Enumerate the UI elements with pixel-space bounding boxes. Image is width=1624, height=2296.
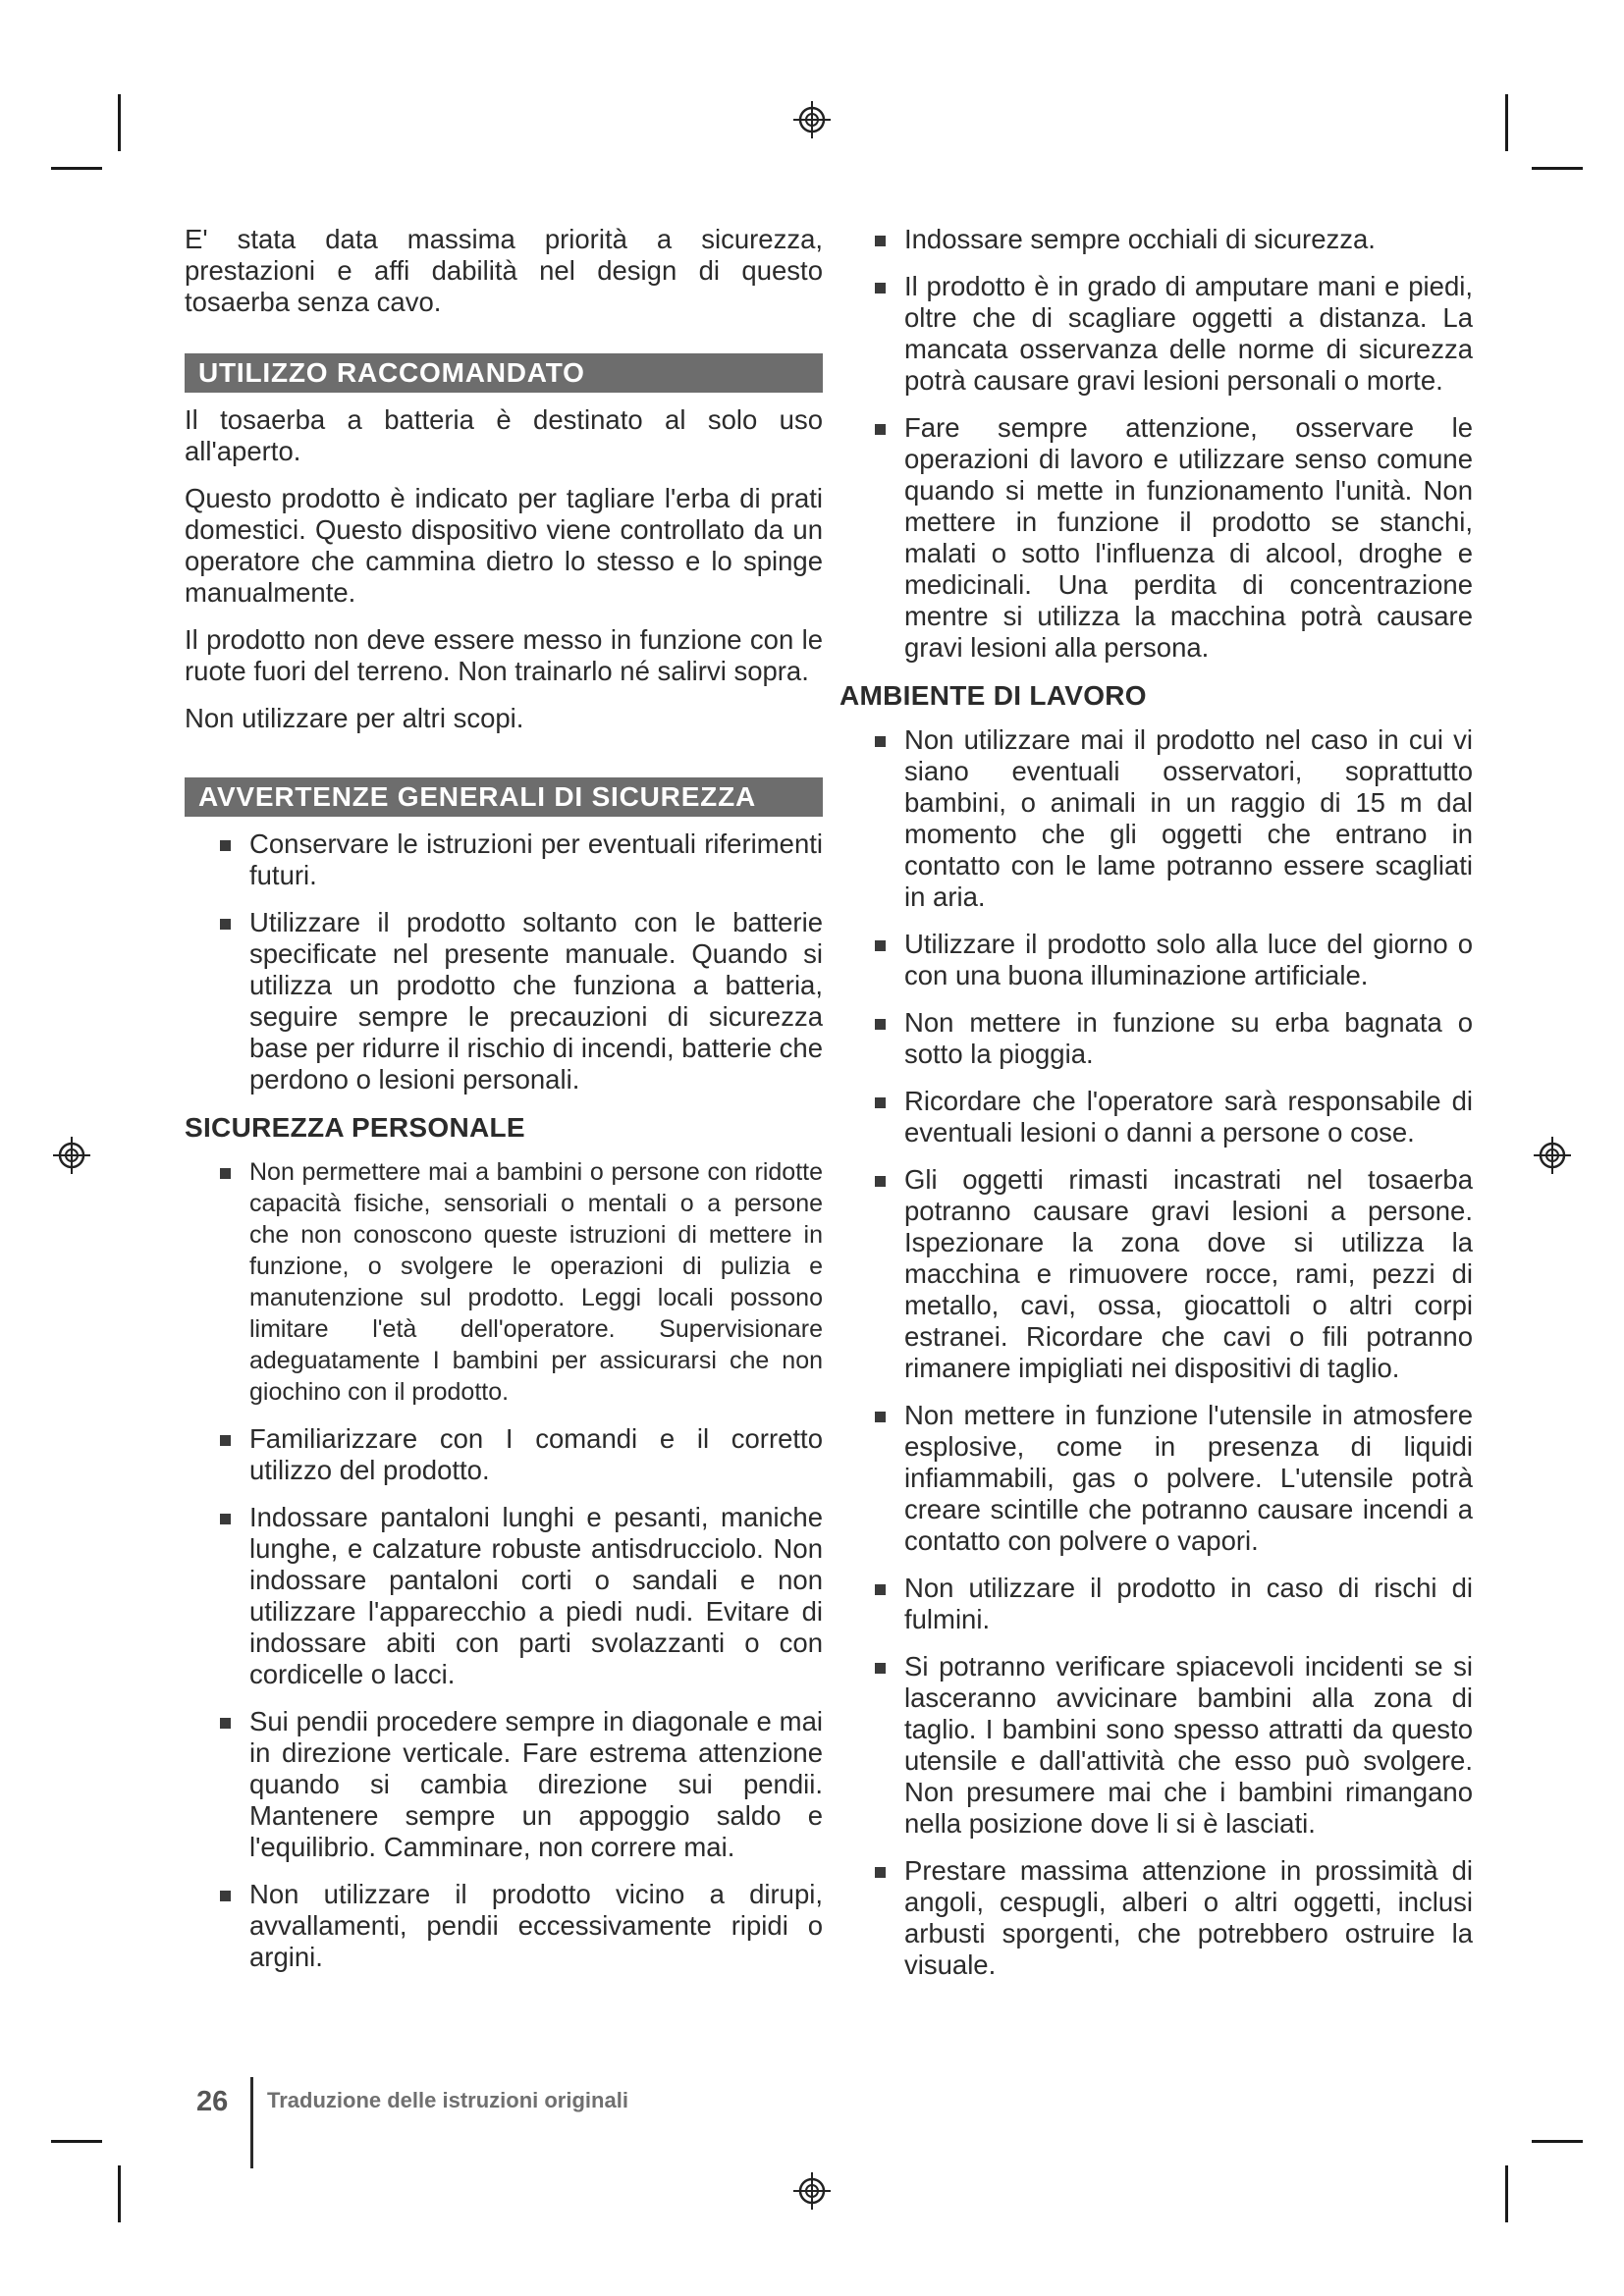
paragraph: Il prodotto non deve essere messo in funzione con le ruote fuori del terreno. Non trainarlo né salirvi sopra. <box>185 624 823 686</box>
list-item: Utilizzare il prodotto solo alla luce del giorno o con una buona illuminazione artificiale. <box>869 929 1473 991</box>
footer-text: Traduzione delle istruzioni originali <box>267 2088 628 2112</box>
square-bullet-icon <box>875 236 886 246</box>
list-item: Fare sempre attenzione, osservare le operazioni di lavoro e utilizzare senso comune quando si mette in funzionamento l'unità. Non mettere in funzione il prodotto se stanchi, malati o sotto l'influenza di alcool, droghe e medicinali. Una perdita di concentrazione mentre si utilizza la macchina potrà causare gravi lesioni alla persona. <box>869 412 1473 664</box>
work-area-list <box>869 724 1473 1981</box>
crop-mark <box>1505 2165 1508 2222</box>
square-bullet-icon <box>220 1891 231 1901</box>
registration-mark-icon <box>51 1135 92 1176</box>
list-item: Non utilizzare mai il prodotto nel caso in cui vi siano eventuali osservatori, soprattutto bambini, o animali in un raggio di 15 m dal momento che gli oggetti che entrano in contatto con le lame potranno essere scagliati in aria. <box>869 724 1473 913</box>
paragraph: Questo prodotto è indicato per tagliare l'erba di prati domestici. Questo dispositivo viene controllato da un operatore che cammina dietro lo stesso e lo spinge manualmente. <box>185 483 823 608</box>
square-bullet-icon <box>875 1663 886 1674</box>
right-column <box>839 224 1473 1997</box>
personal-safety-list <box>214 1156 823 1973</box>
crop-mark <box>51 2140 102 2143</box>
registration-mark-icon <box>1532 1135 1573 1176</box>
list-item: Conservare le istruzioni per eventuali riferimenti futuri. <box>214 828 823 891</box>
crop-mark <box>118 94 121 151</box>
crop-mark <box>118 2165 121 2222</box>
square-bullet-icon <box>220 1435 231 1446</box>
crop-mark <box>1532 167 1583 170</box>
square-bullet-icon <box>220 1514 231 1524</box>
list-item: Non mettere in funzione l'utensile in atmosfere esplosive, come in presenza di liquidi infiammabili, gas o polvere. L'utensile potrà creare scintille che potranno causare incendi a contatto con polvere o vapori. <box>869 1400 1473 1557</box>
list-item: Si potranno verificare spiacevoli incidenti se si lasceranno avvicinare bambini alla zona di taglio. I bambini sono spesso attratti da questo utensile e dall'attività che esso può svolgere. Non presumere mai che i bambini rimangano nella posizione dove li si è lasciati. <box>869 1651 1473 1840</box>
section-heading-personal-safety: SICUREZZA PERSONALE <box>185 1112 525 1143</box>
list-item: Gli oggetti rimasti incastrati nel tosaerba potranno causare gravi lesioni a persone. Ispezionare la zona dove si utilizza la macchina e rimuovere rocce, rami, pezzi di metallo, cavi, ossa, giocattoli o altri corpi estranei. Ricordare che cavi o fili potranno rimanere impigliati nei dispositivi di taglio. <box>869 1164 1473 1384</box>
list-item: Non permettere mai a bambini o persone con ridotte capacità fisiche, sensoriali o mentali o a persone che non conoscono queste istruzioni di mettere in funzione, o svolgere le operazioni di pulizia e manutenzione sul prodotto. Leggi locali possono limitare l'età dell'operatore. Supervisionare adeguatamente I bambini per assicurarsi che non giochino con il prodotto. <box>214 1156 823 1408</box>
crop-mark <box>1505 94 1508 151</box>
list-item: Ricordare che l'operatore sarà responsabile di eventuali lesioni o danni a persone o cose. <box>869 1086 1473 1148</box>
square-bullet-icon <box>875 736 886 747</box>
section-heading-work-area: AMBIENTE DI LAVORO <box>839 680 1147 711</box>
list-item: Prestare massima attenzione in prossimità di angoli, cespugli, alberi o altri oggetti, inclusi arbusti sporgenti, che potrebbero ostruire la visuale. <box>869 1855 1473 1981</box>
square-bullet-icon <box>220 919 231 930</box>
footer-divider <box>250 2077 253 2168</box>
square-bullet-icon <box>220 840 231 851</box>
list-item: Non mettere in funzione su erba bagnata o sotto la pioggia. <box>869 1007 1473 1070</box>
list-item: Utilizzare il prodotto soltanto con le batterie specificate nel presente manuale. Quando si utilizza un prodotto che funziona a batteria, seguire sempre le precauzioni di sicurezza base per ridurre il rischio di incendi, batterie che perdono o lesioni personali. <box>214 907 823 1095</box>
square-bullet-icon <box>875 1867 886 1878</box>
list-item: Indossare sempre occhiali di sicurezza. <box>869 224 1473 255</box>
square-bullet-icon <box>875 940 886 951</box>
square-bullet-icon <box>875 1176 886 1187</box>
crop-mark <box>1532 2140 1583 2143</box>
list-item: Sui pendii procedere sempre in diagonale e mai in direzione verticale. Fare estrema attenzione quando si cambia direzione sui pendii. Mantenere sempre un appoggio saldo e l'equilibrio. Camminare, non correre mai. <box>214 1706 823 1863</box>
paragraph: Il tosaerba a batteria è destinato al solo uso all'aperto. <box>185 404 823 466</box>
list-item: Familiarizzare con I comandi e il corretto utilizzo del prodotto. <box>214 1423 823 1486</box>
left-column <box>185 224 823 1989</box>
square-bullet-icon <box>875 1412 886 1422</box>
list-item: Non utilizzare il prodotto vicino a dirupi, avvallamenti, pendii eccessivamente ripidi o argini. <box>214 1879 823 1973</box>
square-bullet-icon <box>220 1168 231 1179</box>
registration-mark-icon <box>791 2170 833 2212</box>
page-number: 26 <box>196 2086 229 2117</box>
square-bullet-icon <box>875 1584 886 1595</box>
safety-list-top <box>869 224 1473 664</box>
list-item: Il prodotto è in grado di amputare mani e piedi, oltre che di scagliare oggetti a distanza. La mancata osservanza delle norme di sicurezza potrà causare gravi lesioni personali o morte. <box>869 271 1473 397</box>
square-bullet-icon <box>220 1718 231 1729</box>
square-bullet-icon <box>875 424 886 435</box>
section-heading-general-safety-warnings: AVVERTENZE GENERALI DI SICUREZZA <box>185 777 823 817</box>
square-bullet-icon <box>875 283 886 294</box>
square-bullet-icon <box>875 1097 886 1108</box>
section-heading-recommended-use: UTILIZZO RACCOMANDATO <box>185 353 823 393</box>
registration-mark-icon <box>791 99 833 140</box>
general-warnings-list <box>214 828 823 1095</box>
square-bullet-icon <box>875 1019 886 1030</box>
paragraph: Non utilizzare per altri scopi. <box>185 703 524 733</box>
list-item: Indossare pantaloni lunghi e pesanti, maniche lunghe, e calzature robuste antisdrucciolo. Non indossare pantaloni corti o sandali e non utilizzare l'apparecchio a piedi nudi. Evitare di indossare abiti con parti svolazzanti o con cordicelle o lacci. <box>214 1502 823 1690</box>
intro-paragraph: E' stata data massima priorità a sicurezza, prestazioni e affi dabilità nel design di questo tosaerba senza cavo. <box>185 224 823 317</box>
list-item: Non utilizzare il prodotto in caso di rischi di fulmini. <box>869 1573 1473 1635</box>
crop-mark <box>51 167 102 170</box>
